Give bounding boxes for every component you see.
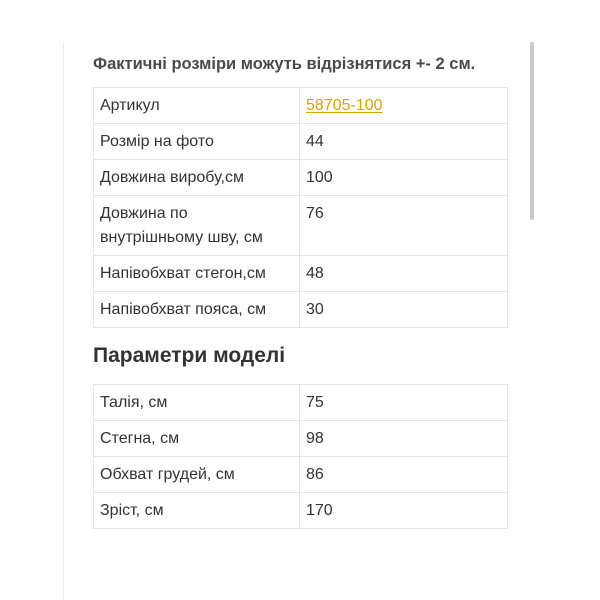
row-label: Розмір на фото [94, 124, 300, 160]
row-value: 44 [300, 124, 508, 160]
row-label: Зріст, см [94, 493, 300, 529]
article-link[interactable]: 58705-100 [306, 97, 383, 114]
product-size-table [93, 87, 508, 328]
row-label: Довжина по внутрішньому шву, см [94, 196, 300, 256]
table-row [94, 457, 508, 493]
table-row [94, 88, 508, 124]
table-row [94, 385, 508, 421]
row-value: 48 [300, 256, 508, 292]
row-label: Талія, см [94, 385, 300, 421]
row-label: Артикул [94, 88, 300, 124]
row-label: Стегна, см [94, 421, 300, 457]
row-value: 98 [300, 421, 508, 457]
row-label: Напівобхват стегон,см [94, 256, 300, 292]
product-details-content [93, 50, 507, 529]
table-row [94, 493, 508, 529]
row-label: Довжина виробу,см [94, 160, 300, 196]
model-parameters-table [93, 384, 508, 529]
row-label: Обхват грудей, см [94, 457, 300, 493]
row-value: 30 [300, 292, 508, 328]
size-note: Фактичні розміри можуть відрізнятися +- 2 см. [93, 55, 476, 73]
row-value: 100 [300, 160, 508, 196]
table-row [94, 421, 508, 457]
row-value: 75 [300, 385, 508, 421]
table-row [94, 124, 508, 160]
row-value: 86 [300, 457, 508, 493]
row-value: 170 [300, 493, 508, 529]
table-row [94, 160, 508, 196]
table-row [94, 196, 508, 256]
table-row [94, 256, 508, 292]
row-label: Напівобхват пояса, см [94, 292, 300, 328]
scrollbar-thumb[interactable] [530, 42, 534, 220]
article-cell [300, 88, 508, 124]
model-parameters-heading: Параметри моделі [93, 344, 286, 367]
table-row [94, 292, 508, 328]
row-value: 76 [300, 196, 508, 256]
content-divider [63, 42, 64, 600]
